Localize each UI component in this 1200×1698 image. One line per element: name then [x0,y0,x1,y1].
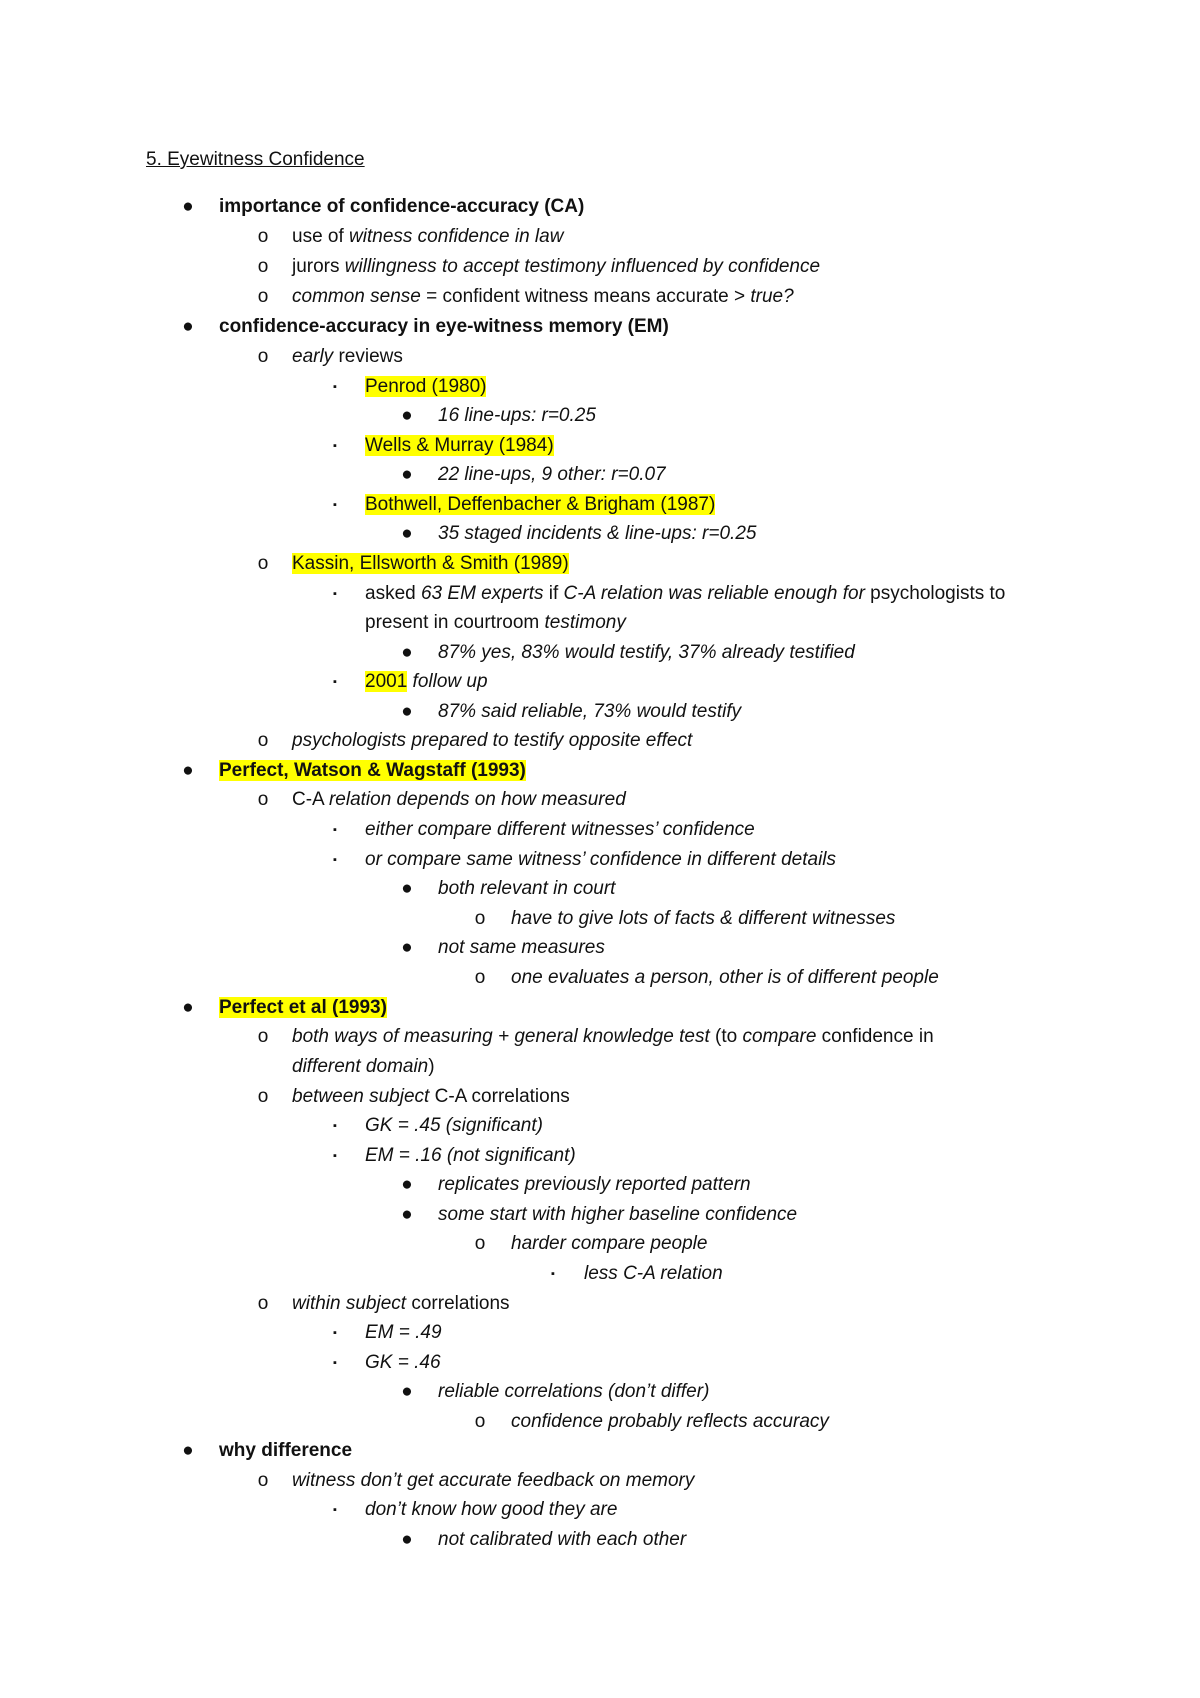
list-item-text: reviews [333,346,403,367]
list-item-text: EM = .16 (not significant) [365,1145,576,1166]
list-item-text: willingness to accept testimony influenced by confidence [344,256,821,277]
list-bullet: ▪ [333,440,337,452]
list-bullet: o [257,730,269,751]
list-item-text: witness confidence in law [349,226,564,247]
list-item [292,729,692,753]
list-item-text: less C-A relation [584,1263,723,1284]
list-item-text: psychologists prepared to testify opposite effect [292,730,693,751]
list-bullet: o [257,256,269,277]
list-bullet: o [257,553,269,574]
list-item [292,1292,510,1316]
list-item-text: 87% said reliable, 73% would testify [438,701,742,722]
list-item [438,1203,797,1227]
list-item-text: common sense [292,286,421,307]
list-item [292,225,563,249]
list-bullet: ● [182,1440,194,1461]
list-item [365,1144,576,1168]
list-bullet: ● [401,1204,413,1225]
list-item-text: if [543,583,564,604]
list-item-text: witness don’t get accurate feedback on memory [292,1470,695,1491]
list-item [511,907,895,931]
list-item-text: Kassin, Ellsworth & Smith (1989) [292,553,569,574]
list-bullet: o [257,346,269,367]
list-item-text: C-A correlations [429,1086,570,1107]
list-bullet: ▪ [333,1357,337,1369]
list-item-text: = confident witness means accurate > [420,286,751,307]
list-bullet: o [474,1233,486,1254]
list-item [292,345,403,369]
list-item [292,285,794,309]
list-item [584,1262,723,1286]
list-item [438,463,666,487]
list-item-text: Penrod (1980) [365,376,487,397]
list-item-text: not same measures [438,937,605,958]
list-bullet: ▪ [333,676,337,688]
list-item-text: present in courtroom [365,612,545,633]
list-bullet: ● [401,1174,413,1195]
list-item [438,877,615,901]
list-bullet: ● [401,464,413,485]
list-item-text: confidence in [816,1026,934,1047]
list-item [219,195,584,219]
list-item-text: replicates previously reported pattern [438,1174,751,1195]
list-item-text: testimony [544,612,626,633]
list-bullet: o [257,226,269,247]
list-bullet: ▪ [333,854,337,866]
list-item [365,611,626,635]
list-item-text: true? [750,286,794,307]
list-bullet: ▪ [333,499,337,511]
list-item-text: 63 EM experts [420,583,544,604]
list-item [365,818,755,842]
list-bullet: ▪ [333,588,337,600]
list-item-text: one evaluates a person, other is of different people [511,967,939,988]
list-bullet: ● [401,878,413,899]
list-item-text: (to [709,1026,743,1047]
list-item-text: Wells & Murray (1984) [365,435,554,456]
list-bullet: o [257,1293,269,1314]
list-item [511,1232,707,1256]
list-item [365,1321,442,1345]
list-item [365,670,488,694]
list-item-text: importance of confidence-accuracy (CA) [219,196,585,217]
list-item-text: have to give lots of facts & different witnesses [511,908,896,929]
page-title: 5. Eyewitness Confidence [146,149,365,170]
list-bullet: ▪ [333,1120,337,1132]
list-item-text: jurors [292,256,345,277]
list-bullet: ● [401,1381,413,1402]
list-item [438,1380,709,1404]
list-item [292,1469,694,1493]
list-item [292,788,626,812]
list-item [365,1114,543,1138]
list-bullet: ● [401,701,413,722]
list-bullet: o [474,967,486,988]
list-item-text: early [292,346,334,367]
list-item [219,1439,352,1463]
list-item-text: some start with higher baseline confidence [438,1204,798,1225]
list-item [438,936,605,960]
list-item-text: follow up [407,671,488,692]
list-bullet: ▪ [333,381,337,393]
list-item-text: 22 line-ups, 9 other: r=0.07 [438,464,666,485]
list-item-text: both ways of measuring + general knowledge test [292,1026,710,1047]
list-bullet: o [257,1470,269,1491]
list-item [438,522,756,546]
list-bullet: ▪ [333,1327,337,1339]
list-bullet: ● [401,1529,413,1550]
list-item-text: confidence probably reflects accuracy [511,1411,829,1432]
list-item-text: within subject [292,1293,407,1314]
list-item-text: C-A relation was reliable enough for [563,583,865,604]
list-item-text: Perfect, Watson & Wagstaff (1993) [219,760,526,781]
list-item-text: 2001 [365,671,408,692]
list-item [219,759,526,783]
list-item [365,848,836,872]
list-bullet: ● [401,642,413,663]
list-item [219,996,387,1020]
list-item [292,552,569,576]
list-item [438,404,596,428]
list-bullet: ▪ [333,824,337,836]
list-item [365,582,1005,606]
list-bullet: ▪ [551,1268,555,1280]
list-item [438,1173,751,1197]
list-bullet: ● [182,316,194,337]
list-item-text: harder compare people [511,1233,708,1254]
list-item [292,1085,570,1109]
list-item-text: different domain [292,1056,429,1077]
list-bullet: ● [182,760,194,781]
list-item [438,641,855,665]
list-item-text: not calibrated with each other [438,1529,687,1550]
list-bullet: o [257,286,269,307]
list-item-text: compare [742,1026,817,1047]
list-item-text: 87% yes, 83% would testify, 37% already testified [438,642,855,663]
list-item [365,434,554,458]
list-bullet: ● [182,196,194,217]
list-item-text: GK = .46 [365,1352,441,1373]
list-bullet: o [474,1411,486,1432]
list-item [292,255,820,279]
list-bullet: o [257,1026,269,1047]
list-bullet: ● [401,523,413,544]
list-item [365,375,486,399]
list-item [365,1351,441,1375]
list-item-text: GK = .45 (significant) [365,1115,543,1136]
list-bullet: o [257,789,269,810]
list-item-text: confidence-accuracy in eye-witness memory (EM) [219,316,669,337]
list-item-text: use of [292,226,350,247]
list-item-text: psychologists to [864,583,1006,604]
list-item-text: ) [428,1056,435,1077]
list-item [365,493,715,517]
list-item-text: or compare same witness’ confidence in different details [365,849,837,870]
list-bullet: ● [182,997,194,1018]
list-item-text: 35 staged incidents & line-ups: r=0.25 [438,523,757,544]
list-item-text: C-A [292,789,329,810]
list-item-text: Perfect et al (1993) [219,997,387,1018]
list-bullet: ▪ [333,1150,337,1162]
list-item-text: both relevant in court [438,878,616,899]
list-item [511,966,939,990]
list-item [511,1410,829,1434]
list-bullet: ● [401,405,413,426]
list-item-text: correlations [406,1293,510,1314]
list-item [438,700,741,724]
list-bullet: o [474,908,486,929]
list-item-text: asked [365,583,421,604]
list-item-text: reliable correlations (don’t differ) [438,1381,710,1402]
list-item-text: between subject [292,1086,430,1107]
list-item [438,1528,686,1552]
list-item-text: relation depends on how measured [328,789,626,810]
list-item [292,1025,934,1049]
list-item-text: why difference [219,1440,353,1461]
list-item-text: EM = .49 [365,1322,442,1343]
list-bullet: o [257,1086,269,1107]
list-item-text: either compare different witnesses’ confidence [365,819,755,840]
list-item [365,1498,617,1522]
list-item [219,315,669,339]
list-bullet: ● [401,937,413,958]
list-item [292,1055,435,1079]
list-item-text: 16 line-ups: r=0.25 [438,405,596,426]
list-item-text: Bothwell, Deffenbacher & Brigham (1987) [365,494,716,515]
list-item-text: don’t know how good they are [365,1499,618,1520]
list-bullet: ▪ [333,1504,337,1516]
